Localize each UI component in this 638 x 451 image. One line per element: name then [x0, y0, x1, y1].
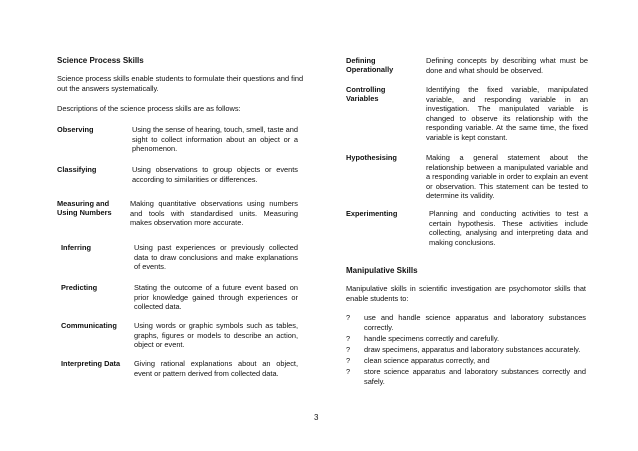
skill-description: Planning and conducting activities to test a certain hypothesis. These activities include collecting, analysing and interpreting data and making conclusions. — [429, 209, 588, 247]
skill-description: Using words or graphic symbols such as tables, graphs, figures or models to describe an action, object or event. — [134, 321, 298, 350]
section-title-manipulative-skills: Manipulative Skills — [346, 266, 418, 275]
list-item: ? clean science apparatus correctly, and — [346, 355, 490, 365]
skill-term: Communicating — [61, 321, 117, 330]
bullet-icon: ? — [346, 333, 351, 343]
manipulative-skills-list — [346, 313, 586, 388]
skill-term: Hypothesising — [346, 153, 397, 162]
list-item: ? draw specimens, apparatus and laboratory substances accurately. — [346, 344, 581, 354]
list-item: ? store science apparatus and laboratory substances correctly and safely. — [346, 366, 586, 386]
skill-term: Controlling Variables — [346, 85, 386, 104]
skill-term: Classifying — [57, 165, 97, 174]
skill-term: Inferring — [61, 243, 91, 252]
skill-description: Using past experiences or previously collected data to draw conclusions and make explanations of events. — [134, 243, 298, 272]
list-item: ? handle specimens correctly and carefully. — [346, 333, 500, 343]
skill-term: Predicting — [61, 283, 98, 292]
bullet-icon: ? — [346, 366, 351, 376]
skill-term: Observing — [57, 125, 94, 134]
page-number: 3 — [314, 413, 319, 422]
skill-description: Making quantitative observations using numbers and tools with standardised units. Measuring makes observation more accurate. — [130, 199, 298, 228]
skill-term: Measuring and Using Numbers — [57, 199, 112, 218]
skill-description: Stating the outcome of a future event based on prior knowledge gained through experiences or collected data. — [134, 283, 298, 312]
skill-description: Using the sense of hearing, touch, smell, taste and sight to collect information about an object or a phenomenon. — [132, 125, 298, 154]
manipulative-intro: Manipulative skills in scientific investigation are psychomotor skills that enable students to: — [346, 284, 586, 303]
skill-term: Interpreting Data — [61, 359, 121, 368]
intro-paragraph: Science process skills enable students to formulate their questions and find out the answers systematically. — [57, 74, 304, 93]
list-item: ? use and handle science apparatus and laboratory substances correctly. — [346, 313, 586, 332]
bullet-icon: ? — [346, 344, 351, 354]
skill-term: Experimenting — [346, 209, 398, 218]
bullet-icon: ? — [346, 313, 351, 322]
skill-description: Using observations to group objects or events according to similarities or differences. — [132, 165, 298, 184]
skill-description: Giving rational explanations about an object, event or pattern derived from collected data. — [134, 359, 298, 378]
skill-term: Defining Operationally — [346, 56, 394, 75]
skill-description: Making a general statement about the relationship between a manipulated variable and a responding variable in order to explain an event or observation. This statement can be tested to determine its validity. — [426, 153, 588, 201]
lead-paragraph: Descriptions of the science process skills are as follows: — [57, 104, 241, 113]
skill-description: Identifying the fixed variable, manipulated variable, and responding variable in an investigation. The manipulated variable is changed to observe its relationship with the responding variable. At the same time, the fixed variable is kept constant. — [426, 85, 588, 142]
bullet-icon: ? — [346, 355, 351, 365]
skill-description: Defining concepts by describing what must be done and what should be observed. — [426, 56, 588, 75]
section-title-process-skills: Science Process Skills — [57, 56, 144, 65]
